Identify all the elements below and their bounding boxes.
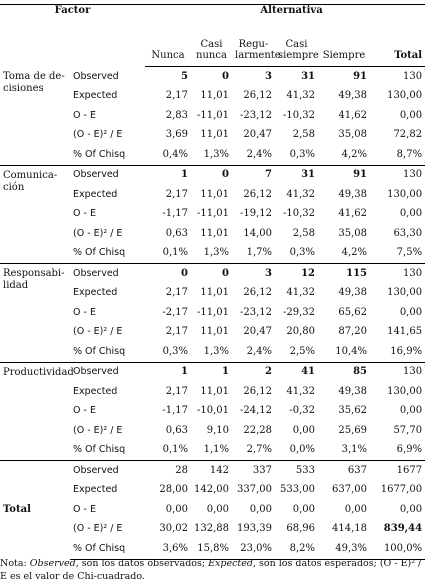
table-cell: 49,38	[338, 188, 367, 200]
table-cell: 49,3%	[318, 539, 370, 559]
table-cell: 1,7%	[246, 247, 272, 259]
table-cell: 23,0%	[232, 539, 275, 559]
statistic-label: O - E	[73, 109, 96, 121]
factor-group-label: Toma de de- cisiones	[3, 70, 65, 94]
table-cell: -10,01	[196, 405, 229, 417]
table-cell: -19,12	[239, 208, 272, 220]
table-cell: -1,17	[162, 208, 188, 220]
table-cell: -10,32	[282, 208, 315, 220]
statistic-label: % Of Chisq	[73, 247, 126, 259]
table-cell: 0,00	[399, 208, 423, 220]
table-cell: 41,32	[286, 188, 315, 200]
table-cell: 25,69	[338, 424, 367, 436]
table-cell: 35,08	[338, 129, 367, 141]
table-cell: 0	[191, 264, 232, 284]
factor-group-label: Productividad	[0, 362, 70, 461]
table-cell: 130,00	[387, 90, 423, 102]
table-cell: 4,2%	[341, 148, 367, 160]
table-cell: 22,28	[243, 424, 272, 436]
alternativa-header: Alternativa	[145, 5, 425, 18]
table-cell: 0,00	[344, 503, 367, 515]
table-cell: 28,00	[159, 484, 188, 496]
table-cell: 0,3%	[162, 345, 188, 357]
table-cell: 3,1%	[341, 444, 367, 456]
table-cell: -29,32	[282, 306, 315, 318]
table-cell: 130,00	[387, 287, 423, 299]
table-cell: 35,62	[338, 405, 367, 417]
table-cell: 49,38	[338, 90, 367, 102]
table-cell: -11,01	[196, 208, 229, 220]
note-prefix: Nota:	[0, 558, 30, 569]
column-header-total: Total	[370, 17, 425, 67]
table-cell: 4,2%	[341, 247, 367, 259]
statistic-label: % Of Chisq	[73, 444, 126, 456]
statistic-label: (O - E)² / E	[73, 326, 123, 338]
table-cell: 2,17	[165, 287, 188, 299]
table-cell: -11,01	[196, 306, 229, 318]
table-cell: 100,0%	[370, 539, 425, 559]
statistic-label: Expected	[73, 287, 118, 299]
table-cell: 41,62	[338, 109, 367, 121]
table-cell: 28	[145, 461, 191, 481]
table-cell: 0,00	[292, 424, 315, 436]
table-cell: 839,44	[383, 523, 423, 535]
note-observed-term: Observed	[29, 558, 76, 569]
table-cell: 0	[222, 70, 229, 82]
table-cell: 41,62	[338, 208, 367, 220]
table-cell: 11,01	[200, 385, 229, 397]
table-cell: 49,38	[338, 287, 367, 299]
statistic-label: Expected	[73, 90, 118, 102]
statistic-label: Expected	[73, 188, 118, 200]
statistic-label: Expected	[73, 385, 118, 397]
factor-group-label: Comunica- ción	[0, 165, 70, 264]
table-cell: 1	[145, 165, 191, 185]
table-cell: -10,32	[282, 109, 315, 121]
statistic-label: Observed	[70, 165, 145, 185]
table-cell: 141,65	[387, 326, 423, 338]
table-row	[0, 362, 425, 382]
table-cell: 0,00	[249, 503, 272, 515]
table-cell: 0	[191, 165, 232, 185]
statistic-label: (O - E)² / E	[73, 129, 123, 141]
table-cell: 11,01	[200, 227, 229, 239]
column-header-siempre: Siempre	[318, 17, 370, 67]
table-cell: -11,01	[196, 109, 229, 121]
table-cell: 0,00	[399, 503, 423, 515]
table-cell: 11,01	[200, 90, 229, 102]
table-cell: -2,17	[162, 306, 188, 318]
table-cell: 6,9%	[396, 444, 423, 456]
table-cell: 1,1%	[203, 444, 229, 456]
table-cell: 26,12	[243, 188, 272, 200]
note-mid-2: , son los datos esperados; (O - E)² / E es el valor de Chi-cuadrado.	[0, 558, 422, 582]
table-cell: 87,20	[338, 326, 367, 338]
statistic-label: Observed	[73, 70, 119, 82]
table-cell: 2,17	[165, 90, 188, 102]
table-cell: 142,00	[194, 484, 229, 496]
table-cell: 2,7%	[246, 444, 272, 456]
statistic-label: O - E	[73, 208, 96, 220]
table-cell: 1	[145, 362, 191, 382]
table-cell: 142	[191, 461, 232, 481]
table-cell: 15,8%	[191, 539, 232, 559]
table-cell: 26,12	[243, 385, 272, 397]
statistic-label: Expected	[73, 484, 118, 496]
statistic-label: O - E	[73, 503, 96, 515]
table-cell: 0	[145, 264, 191, 284]
table-cell: 2,4%	[246, 148, 272, 160]
statistic-label: (O - E)² / E	[73, 227, 123, 239]
table-cell: 5	[181, 70, 188, 82]
table-cell: 9,10	[206, 424, 229, 436]
table-cell: 3,69	[165, 129, 188, 141]
table-cell: 2,5%	[289, 345, 315, 357]
note-expected-term: Expected	[208, 558, 253, 569]
table-cell: 0,3%	[289, 247, 315, 259]
table-cell: 0,00	[399, 306, 423, 318]
column-header-casi-siempre: Casi siempre	[275, 17, 318, 67]
table-cell: 130,00	[387, 385, 423, 397]
table-cell: 2,58	[292, 129, 315, 141]
table-cell: 2,4%	[246, 345, 272, 357]
table-cell: 533	[275, 461, 318, 481]
table-cell: 130	[370, 165, 425, 185]
table-cell: 10,4%	[335, 345, 367, 357]
table-cell: -24,12	[239, 405, 272, 417]
note-mid-1: , son los datos observados;	[75, 558, 209, 569]
table-cell: 11,01	[200, 188, 229, 200]
table-cell: 2,17	[165, 326, 188, 338]
table-cell: 337	[232, 461, 275, 481]
table-cell: 2	[232, 362, 275, 382]
statistic-label: O - E	[73, 306, 96, 318]
table-cell: 1,3%	[203, 247, 229, 259]
statistic-label: (O - E)² / E	[73, 424, 123, 436]
table-cell: 49,38	[338, 385, 367, 397]
table-cell: 16,9%	[390, 345, 423, 357]
table-cell: 0,63	[165, 227, 188, 239]
table-cell: 1,3%	[203, 345, 229, 357]
table-cell: 2,17	[165, 188, 188, 200]
factor-group-label: Responsabi- lidad	[0, 264, 70, 363]
table-row	[0, 67, 425, 87]
table-cell: 35,08	[338, 227, 367, 239]
table-cell: 130	[370, 264, 425, 284]
table-cell: 3	[232, 264, 275, 284]
table-cell: 11,01	[200, 287, 229, 299]
table-cell: 63,30	[393, 227, 423, 239]
table-cell: 31	[275, 165, 318, 185]
table-cell: 12	[275, 264, 318, 284]
statistic-label: (O - E)² / E	[73, 523, 123, 535]
table-cell: 1	[191, 362, 232, 382]
table-cell: 2,17	[165, 385, 188, 397]
table-cell: 11,01	[200, 129, 229, 141]
table-cell: 20,80	[286, 326, 315, 338]
table-cell: -1,17	[162, 405, 188, 417]
table-cell: 0,00	[399, 109, 423, 121]
table-cell: 41,32	[286, 90, 315, 102]
table-cell: 337,00	[237, 484, 272, 496]
table-cell: 65,62	[338, 306, 367, 318]
statistic-label: O - E	[73, 405, 96, 417]
table-cell: 0,63	[165, 424, 188, 436]
table-cell: 26,12	[243, 287, 272, 299]
table-cell: 30,02	[159, 523, 188, 535]
table-cell: 1,3%	[203, 148, 229, 160]
table-cell: 130	[402, 70, 423, 82]
table-row	[0, 461, 425, 481]
table-cell: 0,0%	[289, 444, 315, 456]
table-cell: -0,32	[289, 405, 315, 417]
table-cell: 41,32	[286, 287, 315, 299]
column-header-nunca: Nunca	[145, 17, 191, 67]
table-cell: 414,18	[332, 523, 367, 535]
table-cell: 193,39	[237, 523, 272, 535]
table-cell: 14,00	[243, 227, 272, 239]
table-cell: 91	[353, 70, 367, 82]
table-cell: 132,88	[194, 523, 229, 535]
table-cell: 1677,00	[380, 484, 423, 496]
table-cell: 1677	[370, 461, 425, 481]
table-cell: 0,00	[292, 503, 315, 515]
table-cell: 0,00	[165, 503, 188, 515]
table-cell: 20,47	[243, 326, 272, 338]
table-cell: 637,00	[332, 484, 367, 496]
table-cell: 533,00	[280, 484, 315, 496]
table-cell: 7	[232, 165, 275, 185]
table-cell: 41,32	[286, 385, 315, 397]
statistic-label: Observed	[70, 362, 145, 382]
table-cell: 3,6%	[145, 539, 191, 559]
table-cell: 0,00	[206, 503, 229, 515]
column-header-regularmente: Regu- larmente	[232, 17, 275, 67]
factor-header: Factor	[0, 5, 145, 67]
table-cell: 0,1%	[162, 247, 188, 259]
table-cell: -23,12	[239, 306, 272, 318]
table-cell: 2,58	[292, 227, 315, 239]
statistic-label: % Of Chisq	[73, 148, 126, 160]
table-cell: 7,5%	[396, 247, 423, 259]
table-cell: 637	[318, 461, 370, 481]
table-body	[0, 67, 425, 560]
table-cell: 31	[301, 70, 315, 82]
table-cell: 68,96	[286, 523, 315, 535]
table-note	[0, 557, 425, 583]
table-cell: 0,4%	[162, 148, 188, 160]
statistic-label: % Of Chisq	[70, 539, 145, 559]
column-header-casi-nunca: Casi nunca	[191, 17, 232, 67]
table-cell: 41	[275, 362, 318, 382]
statistic-label: % Of Chisq	[73, 345, 126, 357]
table-cell: 72,82	[393, 129, 423, 141]
table-cell: 2,83	[165, 109, 188, 121]
table-cell: -23,12	[239, 109, 272, 121]
table-cell: 0,1%	[162, 444, 188, 456]
table-cell: 8,2%	[275, 539, 318, 559]
table-row	[0, 165, 425, 185]
table-cell: 8,7%	[396, 148, 423, 160]
table-cell: 20,47	[243, 129, 272, 141]
statistic-label: Observed	[70, 461, 145, 481]
table-cell: 11,01	[200, 326, 229, 338]
table-row	[0, 264, 425, 284]
table-cell: 115	[318, 264, 370, 284]
chi-square-table	[0, 4, 425, 560]
table-cell: 130,00	[387, 188, 423, 200]
total-label: Total	[0, 461, 70, 560]
table-cell: 3	[265, 70, 272, 82]
table-cell: 0,3%	[289, 148, 315, 160]
table-cell: 0,00	[399, 405, 423, 417]
table-cell: 130	[370, 362, 425, 382]
table-cell: 57,70	[393, 424, 423, 436]
statistic-label: Observed	[70, 264, 145, 284]
table-cell: 26,12	[243, 90, 272, 102]
table-cell: 91	[318, 165, 370, 185]
table-cell: 85	[318, 362, 370, 382]
